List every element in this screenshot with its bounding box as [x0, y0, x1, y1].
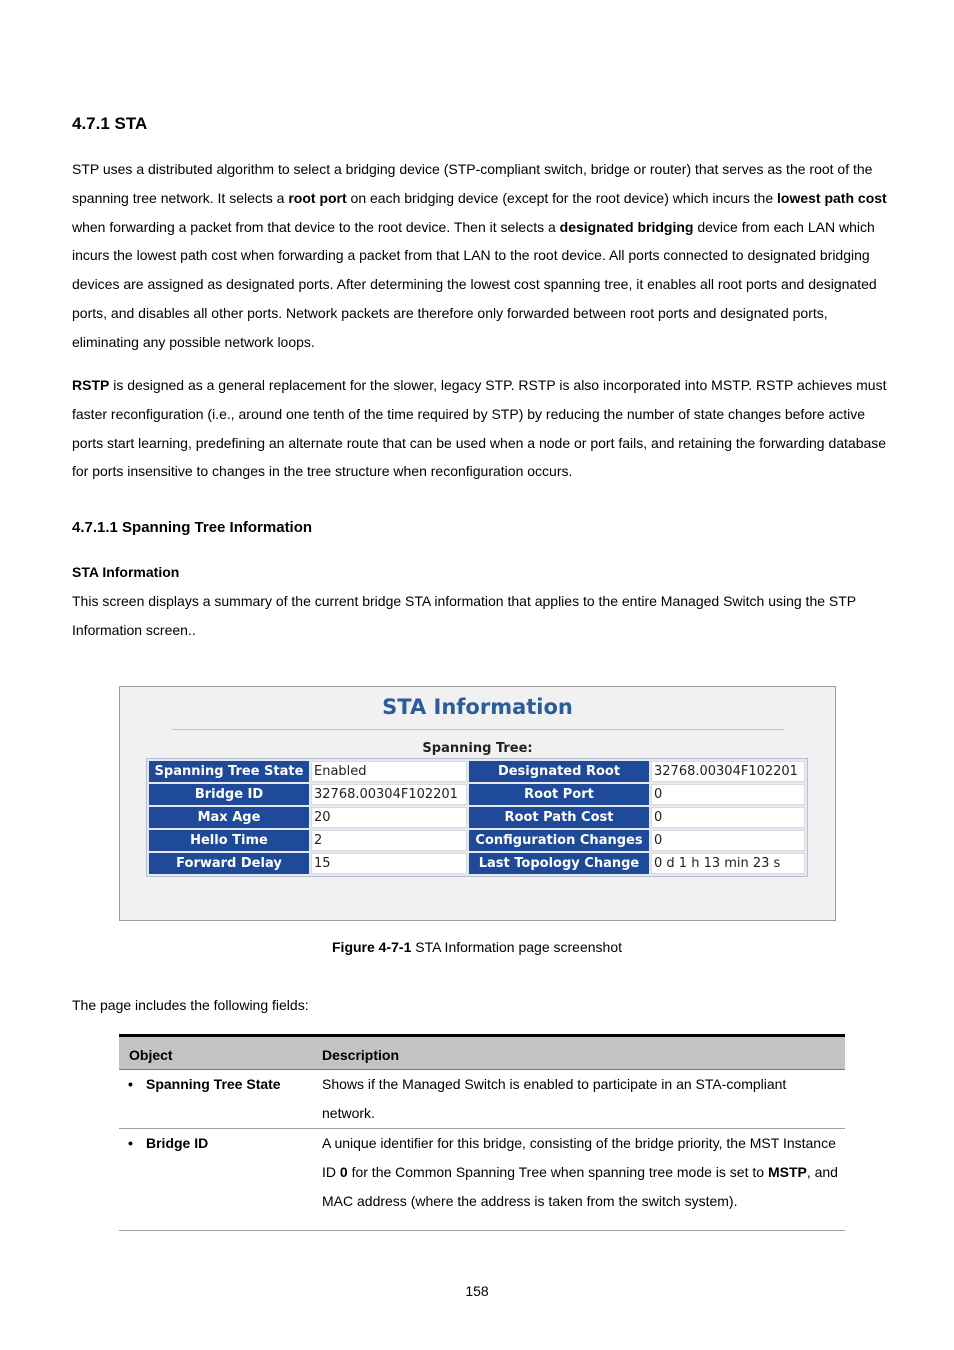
- sta-label: Spanning Tree State: [149, 761, 309, 782]
- sta-value: 0: [651, 784, 805, 805]
- bold-term: root port: [288, 189, 347, 206]
- sta-value: 0 d 1 h 13 min 23 s: [651, 853, 805, 874]
- subsection-title: 4.7.1.1 Spanning Tree Information: [72, 519, 313, 536]
- sta-label: Bridge ID: [149, 784, 309, 805]
- field-object: [128, 1076, 281, 1092]
- figure-caption-text: STA Information page screenshot: [411, 939, 622, 955]
- field-description: Shows if the Managed Switch is enabled to participate in an STA-compliant network.: [322, 1076, 787, 1121]
- bullet-icon: •: [128, 1135, 133, 1151]
- header-description: Description: [322, 1047, 400, 1063]
- table-header: [119, 1037, 845, 1070]
- sta-label: Hello Time: [149, 830, 309, 851]
- bold-term: lowest path cost: [777, 189, 887, 206]
- bold-term: MSTP: [767, 1164, 807, 1180]
- section-title: 4.7.1 STA: [72, 114, 148, 133]
- sta-value: 20: [311, 807, 467, 828]
- header-object: Object: [129, 1047, 173, 1063]
- sta-label: Designated Root: [469, 761, 649, 782]
- screenshot-title: STA Information: [382, 695, 573, 719]
- sta-information-screenshot: [119, 686, 836, 921]
- bullet-icon: •: [128, 1076, 133, 1092]
- sta-value: 2: [311, 830, 467, 851]
- sta-label: Configuration Changes: [469, 830, 649, 851]
- table-row: [119, 1129, 845, 1231]
- sta-value: 15: [311, 853, 467, 874]
- field-description: A unique identifier for this bridge, consisting of the bridge priority, the MST Instance ID 0 for the Common Spanning Tree when spanning tree mode is set to MSTP, and MAC address (where the address is taken from the switch system).: [322, 1135, 838, 1209]
- bold-term: 0: [339, 1164, 348, 1180]
- screenshot-divider: [172, 729, 784, 730]
- sta-row: [149, 807, 805, 828]
- table-row: [119, 1070, 845, 1129]
- sta-label: Last Topology Change: [469, 853, 649, 874]
- figure-caption: [0, 939, 954, 955]
- field-object: [128, 1135, 208, 1151]
- fields-table: [119, 1034, 845, 1231]
- paragraph-rstp: RSTP is designed as a general replacement for the slower, legacy STP. RSTP is also incorporated into MSTP. RSTP achieves must faster reconfiguration (i.e., around one tenth of the time required by STP) by reducing the number of state changes before active ports start learning, predefining an alternate route that can be used when a node or port fails, and retaining the forwarding database for ports insensitive to changes in the tree structure when reconfiguration occurs.: [72, 377, 887, 480]
- sta-value: Enabled: [311, 761, 467, 782]
- sta-value: 32768.00304F102201: [651, 761, 805, 782]
- sta-row: [149, 761, 805, 782]
- sta-row: [149, 853, 805, 874]
- paragraph-sta-info: This screen displays a summary of the current bridge STA information that applies to the entire Managed Switch using the STP Information screen..: [72, 593, 856, 638]
- sta-row: [149, 830, 805, 851]
- sta-value: 0: [651, 830, 805, 851]
- page-number: 158: [465, 1283, 489, 1299]
- screenshot-subtitle: Spanning Tree:: [422, 741, 533, 756]
- sta-label: Max Age: [149, 807, 309, 828]
- field-object-label: Spanning Tree State: [146, 1076, 281, 1092]
- sta-info-table: [146, 758, 808, 877]
- sta-row: [149, 784, 805, 805]
- paragraph-stp: STP uses a distributed algorithm to select a bridging device (STP-compliant switch, bridge or router) that serves as the root of the spanning tree network. It selects a root port on each bridging device (except for the root device) which incurs the lowest path cost when forwarding a packet from that device to the root device. Then it selects a designated bridging device from each LAN which incurs the lowest path cost when forwarding a packet from that LAN to the root device. All ports connected to designated bridging devices are assigned as designated ports. After determining the lowest cost spanning tree, it enables all root ports and designated ports, and disables all other ports. Network packets are therefore only forwarded between root ports and designated ports, eliminating any possible network loops.: [72, 161, 887, 350]
- sta-label: Root Port: [469, 784, 649, 805]
- sta-value: 32768.00304F102201: [311, 784, 467, 805]
- figure-number: Figure 4-7-1: [332, 939, 412, 955]
- fields-intro: The page includes the following fields:: [72, 997, 309, 1013]
- bold-term: RSTP: [72, 377, 110, 393]
- sta-label: Forward Delay: [149, 853, 309, 874]
- sta-label: Root Path Cost: [469, 807, 649, 828]
- minor-heading: STA Information: [72, 564, 180, 580]
- field-object-label: Bridge ID: [146, 1135, 209, 1151]
- sta-value: 0: [651, 807, 805, 828]
- bold-term: designated bridging: [559, 218, 694, 235]
